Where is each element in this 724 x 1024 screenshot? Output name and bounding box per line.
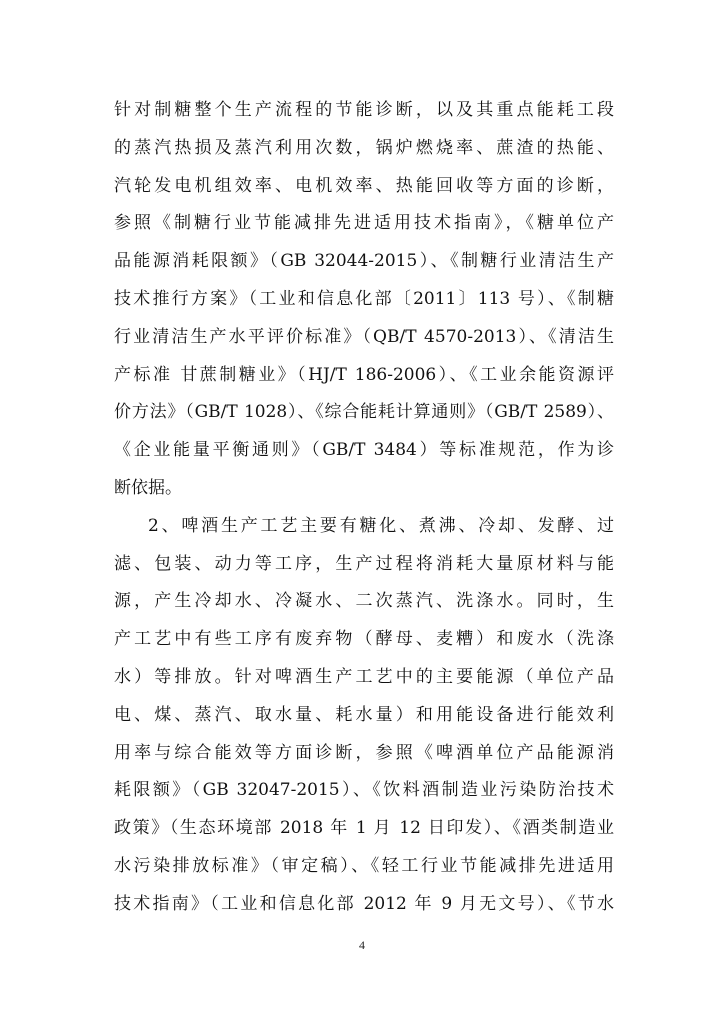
text-line: 品能源消耗限额》（GB 32044-2015）、《制糖行业清洁生产 <box>114 251 614 272</box>
paragraph-first-line: 2、啤酒生产工艺主要有糖化、煮沸、冷却、发酵、过 <box>148 515 614 536</box>
text-line: 用率与综合能效等方面诊断，参照《啤酒单位产品能源消 <box>114 742 614 763</box>
text-line: 水）等排放。针对啤酒生产工艺中的主要能源（单位产品 <box>114 666 614 687</box>
text-line: 的蒸汽热损及蒸汽利用次数，锅炉燃烧率、蔗渣的热能、 <box>114 137 614 158</box>
body-text <box>114 92 614 924</box>
page-number: 4 <box>359 938 365 952</box>
text-line: 断依据。 <box>114 477 182 498</box>
text-line: 源，产生冷却水、冷凝水、二次蒸汽、洗涤水。同时，生 <box>114 591 614 612</box>
text-line: 价方法》（GB/T 1028）、《综合能耗计算通则》（GB/T 2589）、 <box>114 402 614 423</box>
text-line: 技术指南》（工业和信息化部 2012 年 9 月无文号）、《节水 <box>114 893 614 914</box>
text-line: 水污染排放标准》（审定稿）、《轻工行业节能减排先进适用 <box>114 855 614 876</box>
text-line: 针对制糖整个生产流程的节能诊断，以及其重点能耗工段 <box>114 100 614 120</box>
text-line: 滤、包装、动力等工序，生产过程将消耗大量原材料与能 <box>114 553 614 574</box>
text-line: 汽轮发电机组效率、电机效率、热能回收等方面的诊断， <box>114 175 614 196</box>
text-line: 电、煤、蒸汽、取水量、耗水量）和用能设备进行能效利 <box>114 704 614 725</box>
text-line: 技术推行方案》（工业和信息化部〔2011〕113 号）、《制糖 <box>114 288 614 309</box>
text-line: 行业清洁生产水平评价标准》（QB/T 4570-2013）、《清洁生 <box>114 326 614 347</box>
text-line: 参照《制糖行业节能减排先进适用技术指南》，《糖单位产 <box>114 213 614 234</box>
text-line: 产标准 甘蔗制糖业》（HJ/T 186-2006）、《工业余能资源评 <box>114 364 614 385</box>
text-line: 政策》（生态环境部 2018 年 1 月 12 日印发）、《酒类制造业 <box>114 818 614 839</box>
text-line: 《企业能量平衡通则》（GB/T 3484）等标准规范，作为诊 <box>114 440 614 461</box>
text-line: 产工艺中有些工序有废弃物（酵母、麦糟）和废水（洗涤 <box>114 629 614 650</box>
text-line: 耗限额》（GB 32047-2015）、《饮料酒制造业污染防治技术 <box>114 780 614 801</box>
